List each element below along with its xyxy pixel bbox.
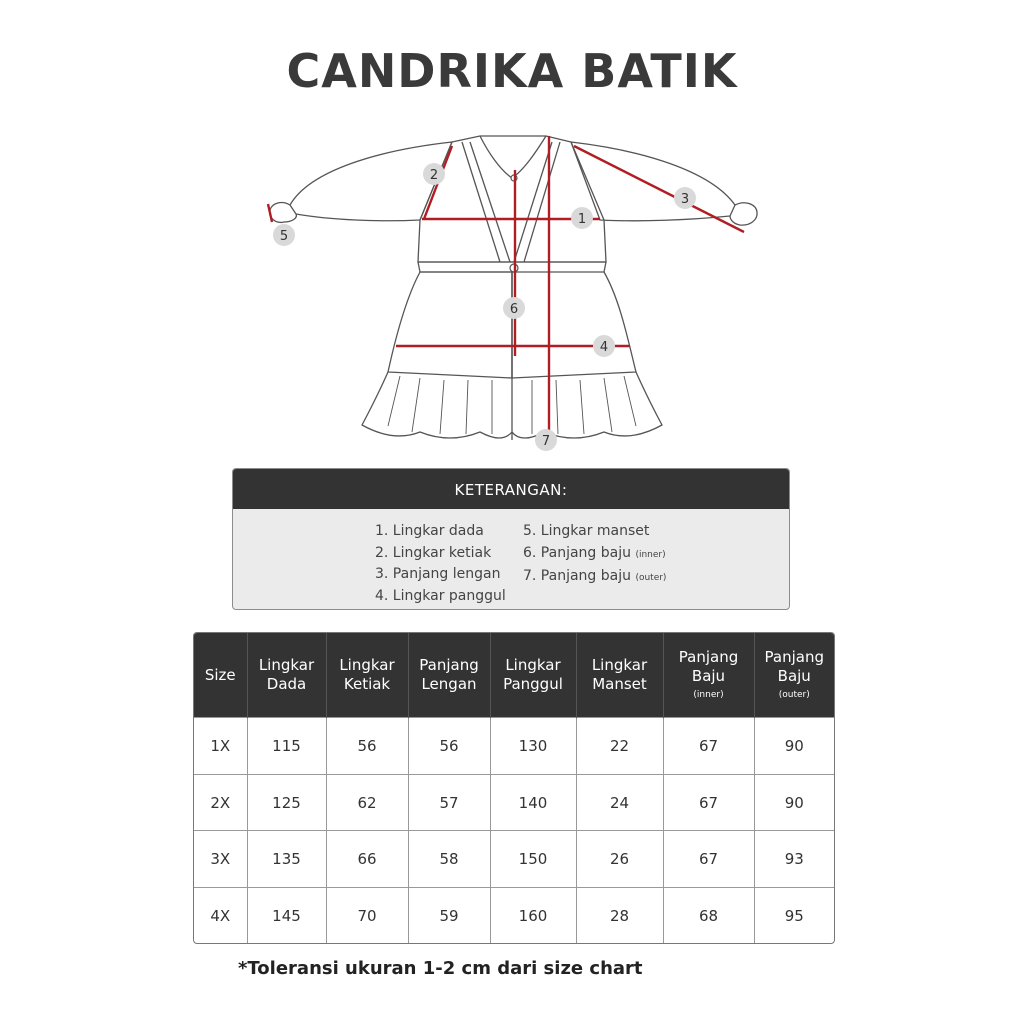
table-cell: 160	[490, 888, 576, 943]
size-chart-table	[193, 632, 835, 944]
garment-diagram	[262, 128, 762, 458]
table-cell: 24	[576, 774, 663, 831]
svg-text:2: 2	[429, 168, 439, 183]
table-cell: 28	[576, 888, 663, 943]
table-cell: 125	[247, 774, 326, 831]
table-cell: 93	[754, 831, 834, 888]
table-row	[194, 888, 834, 943]
legend-box	[232, 468, 790, 610]
left-cuff	[270, 203, 297, 223]
skirt-right	[509, 272, 636, 378]
marker-3	[674, 187, 696, 209]
table-cell: 62	[326, 774, 408, 831]
page-title: CANDRIKA BATIK	[286, 44, 738, 98]
table-cell: 135	[247, 831, 326, 888]
legend-item-note: (outer)	[635, 573, 667, 583]
marker-6	[503, 297, 525, 319]
table-cell: 4X	[194, 888, 247, 943]
header-lingkar-dada: Lingkar Dada	[247, 633, 326, 718]
table-header-row	[194, 633, 834, 718]
table-cell: 67	[663, 718, 754, 775]
svg-text:1: 1	[577, 212, 587, 227]
bodice	[418, 136, 606, 262]
table-cell: 66	[326, 831, 408, 888]
marker-5	[273, 224, 295, 246]
table-cell: 56	[408, 718, 490, 775]
legend-item: 4. Lingkar panggul	[375, 587, 506, 604]
header-panjang-baju-inner: Panjang Baju (inner)	[663, 633, 754, 718]
table-cell: 90	[754, 718, 834, 775]
table-cell: 115	[247, 718, 326, 775]
header-lingkar-ketiak: Lingkar Ketiak	[326, 633, 408, 718]
svg-text:3: 3	[680, 192, 690, 207]
tolerance-footnote: *Toleransi ukuran 1-2 cm dari size chart	[238, 958, 643, 979]
svg-text:7: 7	[541, 434, 551, 449]
table-cell: 57	[408, 774, 490, 831]
table-cell: 68	[663, 888, 754, 943]
table-cell: 3X	[194, 831, 247, 888]
svg-text:5: 5	[279, 229, 289, 244]
legend-item: 2. Lingkar ketiak	[375, 544, 492, 561]
legend-heading: KETERANGAN:	[233, 469, 789, 509]
header-size: Size	[194, 633, 247, 718]
legend-item-note: (inner)	[635, 549, 666, 560]
legend-column-left	[375, 521, 506, 607]
table-cell: 150	[490, 831, 576, 888]
right-sleeve	[571, 142, 735, 221]
header-lingkar-manset: Lingkar Manset	[576, 633, 663, 718]
table-cell: 2X	[194, 774, 247, 831]
table-cell: 130	[490, 718, 576, 775]
table-cell: 90	[754, 774, 834, 831]
legend-item: 3. Panjang lengan	[375, 566, 501, 582]
table-cell: 56	[326, 718, 408, 775]
table-cell: 67	[663, 831, 754, 888]
legend-item: 6. Panjang baju (inner)	[523, 544, 666, 561]
legend-item: 5. Lingkar manset	[523, 523, 650, 539]
table-row	[194, 831, 834, 888]
skirt-left	[388, 272, 512, 378]
svg-text:4: 4	[599, 340, 609, 355]
marker-2	[423, 163, 445, 185]
table-row	[194, 718, 834, 775]
table-cell: 70	[326, 888, 408, 943]
table-cell: 67	[663, 774, 754, 831]
marker-7	[535, 429, 557, 451]
table-cell: 22	[576, 718, 663, 775]
svg-text:6: 6	[509, 302, 519, 317]
table-cell: 58	[408, 831, 490, 888]
legend-item: 1. Lingkar dada	[375, 523, 484, 539]
marker-4	[593, 335, 615, 357]
ruffle-right	[512, 372, 662, 438]
header-panjang-baju-outer: Panjang Baju (outer)	[754, 633, 834, 718]
table-cell: 59	[408, 888, 490, 943]
table-cell: 95	[754, 888, 834, 943]
legend-column-right	[523, 521, 666, 590]
table-cell: 26	[576, 831, 663, 888]
ruffle-left	[362, 372, 512, 438]
header-panjang-lengan: Panjang Lengan	[408, 633, 490, 718]
table-cell: 1X	[194, 718, 247, 775]
header-lingkar-panggul: Lingkar Panggul	[490, 633, 576, 718]
marker-1	[571, 207, 593, 229]
legend-item: 7. Panjang baju (outer)	[523, 568, 667, 584]
table-cell: 140	[490, 774, 576, 831]
table-cell: 145	[247, 888, 326, 943]
table-row	[194, 774, 834, 831]
